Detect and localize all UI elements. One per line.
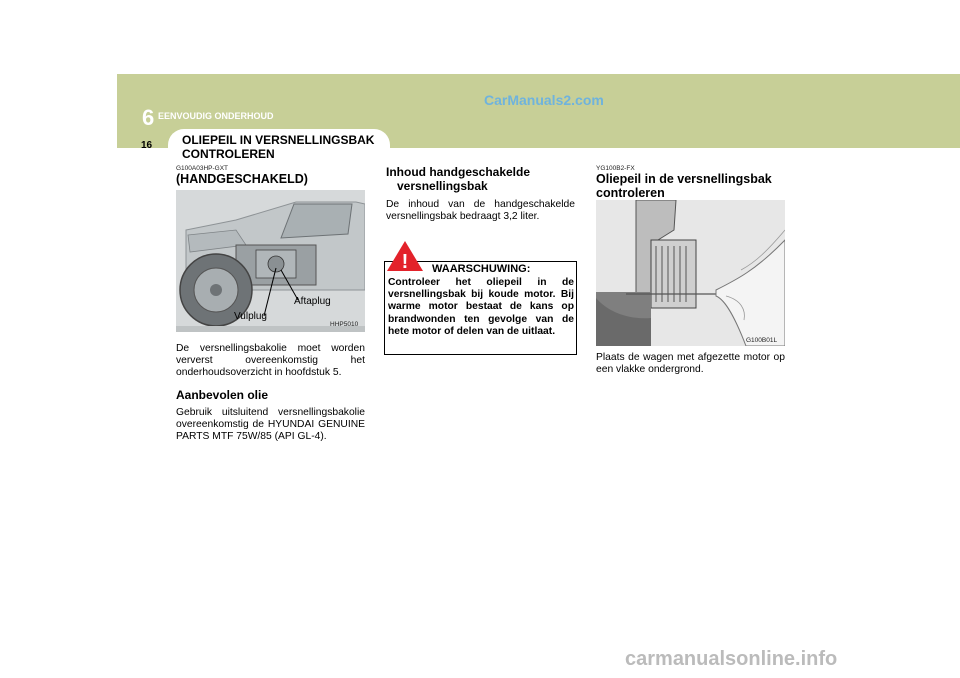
col2-heading-line2: versnellingsbak <box>397 179 488 193</box>
chapter-number: 6 <box>142 105 155 130</box>
col2-para: De inhoud van de handgeschakelde versnellingsbak bedraagt 3,2 liter. <box>386 199 575 222</box>
warning-title: WAARSCHUWING: <box>432 263 531 275</box>
car-transmission-figure <box>176 190 365 332</box>
column-right <box>596 165 785 200</box>
car-transmission-illustration <box>176 190 365 332</box>
col2-heading-line1: Inhoud handgeschakelde <box>386 165 531 179</box>
col1-subheading: Aanbevolen olie <box>176 388 269 402</box>
warning-body: Controleer het oliepeil in de versnellingsbak bij koude motor. Bij warme motor bestaat de kans op brandwonden ten gevolge van de hete motor of delen van de uitlaat. <box>388 277 574 337</box>
dipstick-figure <box>596 200 785 346</box>
aftaplug-label: Aftaplug <box>294 296 331 307</box>
dipstick-figure-code: G100B01L <box>746 337 778 344</box>
section-title <box>182 133 374 161</box>
column-left <box>176 165 365 186</box>
figure-code: HHP5010 <box>330 321 359 328</box>
section-title-line2: CONTROLEREN <box>182 147 275 161</box>
col1-heading: (HANDGESCHAKELD) <box>176 172 308 186</box>
col3-para: Plaats de wagen met afgezette motor op een vlakke ondergrond. <box>596 352 785 375</box>
section-code: G100A03HP-GXT <box>176 165 229 172</box>
chapter-title: EENVOUDIG ONDERHOUD <box>158 111 274 121</box>
col1-para2: Gebruik uitsluitend versnellingsbakolie overeenkomstig de HYUNDAI GENUINE PARTS MTF 75W/85 (API GL-4). <box>176 407 365 442</box>
col1-para1: De versnellingsbakolie moet worden ververst overeenkomstig het onderhoudsoverzicht in hoofdstuk 5. <box>176 343 365 378</box>
section-title-line1: OLIEPEIL IN VERSNELLINGSBAK <box>182 133 375 147</box>
col3-heading: Oliepeil in de versnellingsbak controleren <box>596 172 772 200</box>
page-number: 16 <box>141 140 153 151</box>
vulplug-label: Vulplug <box>234 311 267 322</box>
watermark-link[interactable]: CarManuals2.com <box>484 92 604 108</box>
col1-text <box>176 343 365 443</box>
dipstick-illustration <box>596 200 785 346</box>
watermark-bottom[interactable]: carmanualsonline.info <box>625 648 838 670</box>
warning-symbol: ! <box>401 251 409 272</box>
column-middle <box>386 165 575 223</box>
col3-code: YG100B2-FX <box>596 165 635 172</box>
warning-triangle-icon <box>386 240 424 272</box>
